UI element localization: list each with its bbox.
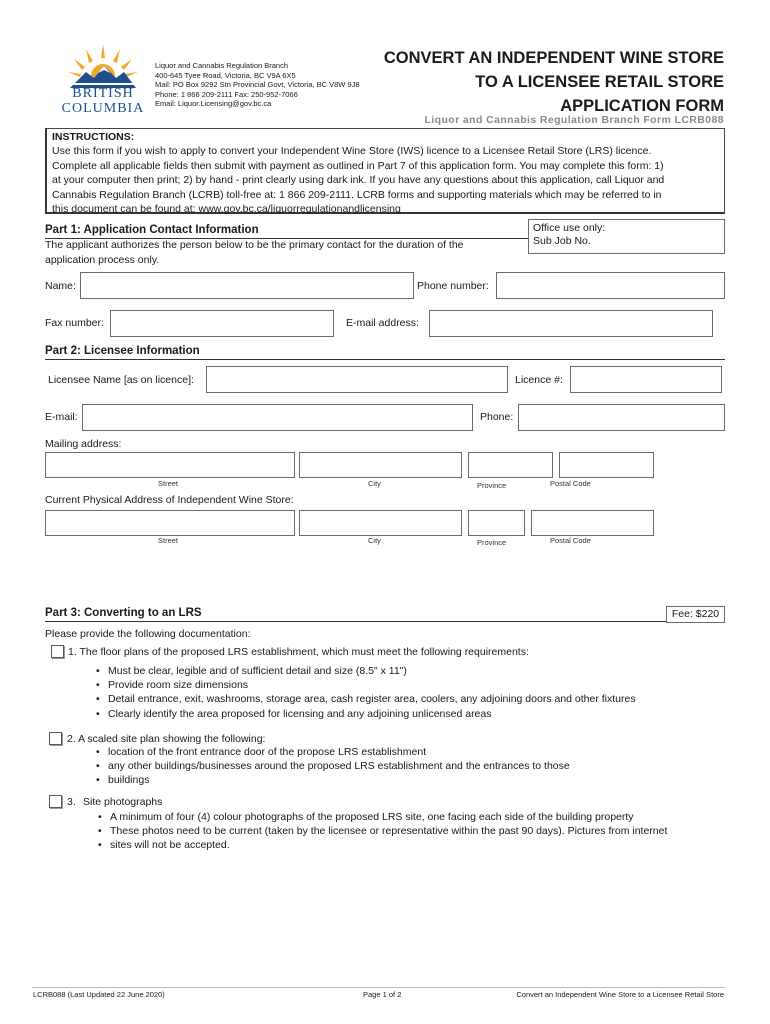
footer-page-number: Page 1 of 2 — [363, 990, 402, 999]
licensee-name-input[interactable] — [206, 366, 508, 393]
item2-bullet-3: • buildings — [96, 773, 570, 787]
instructions-line-1: Use this form if you wish to apply to convert your Independent Wine Store (IWS) licence to a Licensee Retail Store (LRS) licence. — [52, 145, 652, 158]
part3-rule — [45, 621, 667, 622]
item1-bullet-3: • Detail entrance, exit, washrooms, storage area, cash register area, coolers, any adjoining doors and other fixtures — [96, 692, 636, 706]
footer-right: Convert an Independent Wine Store to a Licensee Retail Store — [516, 990, 724, 999]
title-line-2: TO A LICENSEE RETAIL STORE — [475, 73, 724, 91]
physical-city-input[interactable] — [299, 510, 462, 536]
branch-email: Email: Liquor.Licensing@gov.bc.ca — [155, 99, 272, 108]
form-title — [384, 46, 724, 118]
form-id: Liquor and Cannabis Regulation Branch Form LCRB088 — [424, 114, 724, 126]
branch-mail: Mail: PO Box 9292 Stn Provincial Govt, Victoria, BC V8W 9J8 — [155, 80, 360, 89]
physical-province-input[interactable] — [468, 510, 525, 536]
instructions-box — [45, 128, 725, 214]
instructions-line-5: this document can be found at: www.gov.bc.ca/liquorregulationandlicensing — [52, 203, 401, 216]
site-plan-checkbox[interactable] — [49, 732, 62, 745]
mailing-postal-input[interactable] — [559, 452, 654, 478]
floor-plans-checkbox[interactable] — [51, 645, 64, 658]
licensee-name-label: Licensee Name [as on licence]: — [48, 374, 194, 386]
mailing-province-caption: Province — [477, 481, 507, 490]
mailing-city-input[interactable] — [299, 452, 462, 478]
physical-postal-caption: Postal Code — [550, 536, 591, 545]
part2-heading: Part 2: Licensee Information — [45, 345, 200, 357]
site-photographs-checkbox[interactable] — [49, 795, 62, 808]
instructions-line-4: Cannabis Regulation Branch (LCRB) toll-free at: 1 866 209-2111. LCRB forms and supporting materials which may be referred to in — [52, 188, 662, 201]
licensee-email-input[interactable] — [82, 404, 473, 431]
item3-bullet-2: • These photos need to be current (taken by the licensee or representative within the past 90 days). Pictures from internet — [98, 824, 667, 838]
item2-label: 2. A scaled site plan showing the following: — [67, 733, 266, 745]
physical-street-input[interactable] — [45, 510, 295, 536]
mailing-address-label: Mailing address: — [45, 438, 122, 450]
item3-bullet-3: • sites will not be accepted. — [98, 838, 667, 852]
bc-sun-mountain-icon — [58, 42, 148, 88]
footer-left: LCRB088 (Last Updated 22 June 2020) — [33, 990, 165, 999]
logo-text-british: BRITISH — [72, 86, 134, 101]
part1-desc-line-1: The applicant authorizes the person below to be the primary contact for the duration of the — [45, 239, 464, 251]
part1-desc-line-2: application process only. — [45, 254, 160, 266]
instructions-line-3: at your computer then print; 2) by hand - print clearly using dark ink. If you have any questions about this application, call Liquor and — [52, 174, 665, 187]
physical-postal-input[interactable] — [531, 510, 654, 536]
mailing-province-input[interactable] — [468, 452, 553, 478]
licence-number-input[interactable] — [570, 366, 722, 393]
fee-amount: Fee: $220 — [671, 608, 720, 620]
branch-contact-block — [155, 61, 360, 109]
physical-city-caption: City — [368, 536, 381, 545]
contact-email-label: E-mail address: — [346, 317, 419, 329]
item2-bullet-2: • any other buildings/businesses around the proposed LRS establishment and the entrances to those — [96, 759, 570, 773]
bc-logo — [58, 42, 148, 118]
physical-address-label: Current Physical Address of Independent Wine Store: — [45, 494, 294, 506]
instructions-heading: INSTRUCTIONS: — [52, 131, 135, 143]
office-use-label: Office use only: — [533, 222, 606, 234]
item1-bullet-2: • Provide room size dimensions — [96, 678, 636, 692]
licensee-phone-input[interactable] — [518, 404, 725, 431]
logo-text-columbia: COLUMBIA — [61, 101, 145, 116]
mailing-street-caption: Street — [158, 479, 179, 488]
part2-rule — [45, 359, 725, 360]
item1-bullets — [96, 664, 636, 721]
mailing-city-caption: City — [368, 479, 381, 488]
contact-phone-label: Phone number: — [417, 280, 489, 292]
item3-bullets — [98, 810, 667, 853]
licence-number-label: Licence #: — [515, 374, 563, 386]
licensee-phone-label: Phone: — [480, 411, 514, 423]
part3-intro: Please provide the following documentation: — [45, 628, 251, 640]
item3-number: 3. — [67, 796, 76, 808]
title-line-1: CONVERT AN INDEPENDENT WINE STORE — [383, 49, 724, 67]
physical-province-caption: Province — [477, 538, 507, 547]
item3-label: Site photographs — [83, 796, 163, 808]
item1-label: 1. The floor plans of the proposed LRS establishment, which must meet the following requirements: — [68, 646, 529, 658]
mailing-street-input[interactable] — [45, 452, 295, 478]
branch-phone-fax: Phone: 1 866 209-2111 Fax: 250-952-7066 — [155, 89, 298, 99]
item3-bullet-1: • A minimum of four (4) colour photographs of the proposed LRS site, one facing each side of the building property — [98, 810, 667, 824]
contact-name-input[interactable] — [80, 272, 414, 299]
contact-phone-input[interactable] — [496, 272, 725, 299]
contact-email-input[interactable] — [429, 310, 713, 337]
branch-address: 400-645 Tyee Road, Victoria, BC V9A 6X5 — [155, 70, 296, 80]
licensee-email-label: E-mail: — [45, 411, 78, 423]
part1-heading: Part 1: Application Contact Information — [45, 224, 259, 236]
instructions-line-2: Complete all applicable fields then submit with payment as outlined in Part 7 of this application form. You may complete this form: 1) — [52, 159, 664, 172]
title-line-3: APPLICATION FORM — [560, 97, 724, 115]
contact-fax-input[interactable] — [110, 310, 334, 337]
sub-job-no-label: Sub Job No. — [533, 235, 591, 247]
item1-bullet-4: • Clearly identify the area proposed for licensing and any adjoining unlicensed areas — [96, 707, 636, 721]
item2-bullets — [96, 745, 570, 788]
office-use-box — [528, 219, 725, 254]
item1-bullet-1: • Must be clear, legible and of sufficient detail and size (8.5" x 11") — [96, 664, 636, 678]
contact-name-label: Name: — [45, 280, 76, 292]
part3-heading: Part 3: Converting to an LRS — [45, 607, 202, 619]
item2-bullet-1: • location of the front entrance door of the propose LRS establishment — [96, 745, 570, 759]
branch-name: Liquor and Cannabis Regulation Branch — [155, 61, 289, 70]
contact-fax-label: Fax number: — [45, 317, 104, 329]
footer-rule — [32, 987, 725, 988]
mailing-postal-caption: Postal Code — [550, 479, 591, 488]
physical-street-caption: Street — [158, 536, 179, 545]
fee-box — [666, 606, 725, 623]
